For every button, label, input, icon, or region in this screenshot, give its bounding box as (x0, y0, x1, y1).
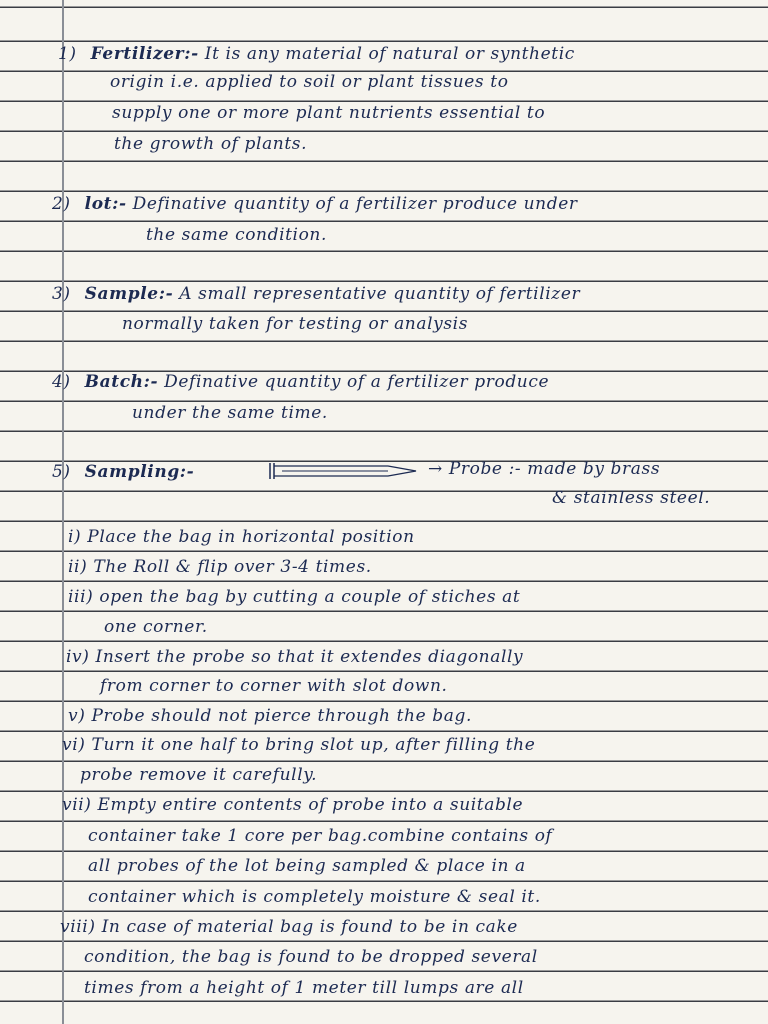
step-iii (68, 587, 520, 607)
step-viii-cont1 (84, 947, 538, 967)
step-text: Place the bag in horizontal position (87, 527, 415, 547)
step-ii (68, 557, 372, 577)
step-number: ii) (68, 557, 88, 577)
item1-number: 1) (58, 44, 77, 64)
item2-text-line2: the same condition. (146, 225, 327, 245)
item3-heading: Sample:- (84, 284, 174, 304)
step-number: vii) (62, 795, 92, 815)
step-number: iv) (66, 647, 90, 667)
item3-line1 (52, 284, 580, 304)
margin-line (62, 0, 64, 1024)
item2-heading: lot:- (84, 194, 127, 214)
step-text: one corner. (104, 617, 208, 637)
step-text: In case of material bag is found to be in cake (101, 917, 518, 937)
step-text: Empty entire contents of probe into a suitable (97, 795, 524, 815)
step-text: from corner to corner with slot down. (100, 676, 448, 696)
item3-number: 3) (52, 284, 71, 304)
step-v (68, 706, 472, 726)
item1-text-line4: the growth of plants. (114, 134, 308, 154)
item5-heading: Sampling:- (84, 462, 195, 482)
step-iii-cont (104, 617, 208, 637)
probe-note-line1: → Probe :- made by brass (428, 459, 661, 479)
item2-text-line1: Definative quantity of a fertilizer produce under (132, 194, 578, 214)
step-vi (62, 735, 535, 755)
step-number: v) (68, 706, 86, 726)
item3-text-line2: normally taken for testing or analysis (122, 314, 469, 334)
step-text: container which is completely moisture & seal it. (88, 887, 541, 907)
item1-text-line1: It is any material of natural or synthetic (204, 44, 575, 64)
item3-text-line1: A small representative quantity of fertilizer (179, 284, 581, 304)
step-text: Probe should not pierce through the bag. (91, 706, 472, 726)
step-text: probe remove it carefully. (80, 765, 318, 785)
step-text: Insert the probe so that it extendes diagonally (95, 647, 524, 667)
item1-text-line3: supply one or more plant nutrients essential to (112, 103, 546, 123)
step-iv (66, 647, 523, 667)
step-number: vi) (62, 735, 86, 755)
step-text: times from a height of 1 meter till lumps are all (84, 978, 524, 998)
probe-note-line2: & stainless steel. (552, 488, 711, 508)
item4-text-line2: under the same time. (132, 403, 328, 423)
item1-heading: Fertilizer:- (90, 44, 199, 64)
step-number: viii) (60, 917, 96, 937)
item5-number: 5) (52, 462, 71, 482)
step-vii-cont2 (88, 856, 526, 876)
item4-heading: Batch:- (84, 372, 159, 392)
step-vii-cont1 (88, 826, 552, 846)
step-text: The Roll & flip over 3-4 times. (93, 557, 372, 577)
item5-line1 (52, 462, 194, 482)
step-text: condition, the bag is found to be dropped several (84, 947, 538, 967)
step-number: i) (68, 527, 82, 547)
step-text: all probes of the lot being sampled & place in a (88, 856, 526, 876)
item1-line1 (58, 44, 575, 64)
step-viii (60, 917, 518, 937)
sampling-probe-icon (268, 461, 420, 481)
item2-number: 2) (52, 194, 71, 214)
item4-number: 4) (52, 372, 71, 392)
item1-text-line2: origin i.e. applied to soil or plant tissues to (110, 72, 509, 92)
step-number: iii) (68, 587, 94, 607)
step-text: Turn it one half to bring slot up, after filling the (91, 735, 536, 755)
step-text: open the bag by cutting a couple of stiches at (99, 587, 521, 607)
step-vii (62, 795, 523, 815)
item4-text-line1: Definative quantity of a fertilizer produce (164, 372, 550, 392)
step-vii-cont3 (88, 887, 541, 907)
step-text: container take 1 core per bag.combine contains of (88, 826, 553, 846)
step-iv-cont (100, 676, 448, 696)
item4-line1 (52, 372, 549, 392)
step-i (68, 527, 415, 547)
step-vi-cont (80, 765, 317, 785)
step-viii-cont2 (84, 978, 524, 998)
item2-line1 (52, 194, 578, 214)
